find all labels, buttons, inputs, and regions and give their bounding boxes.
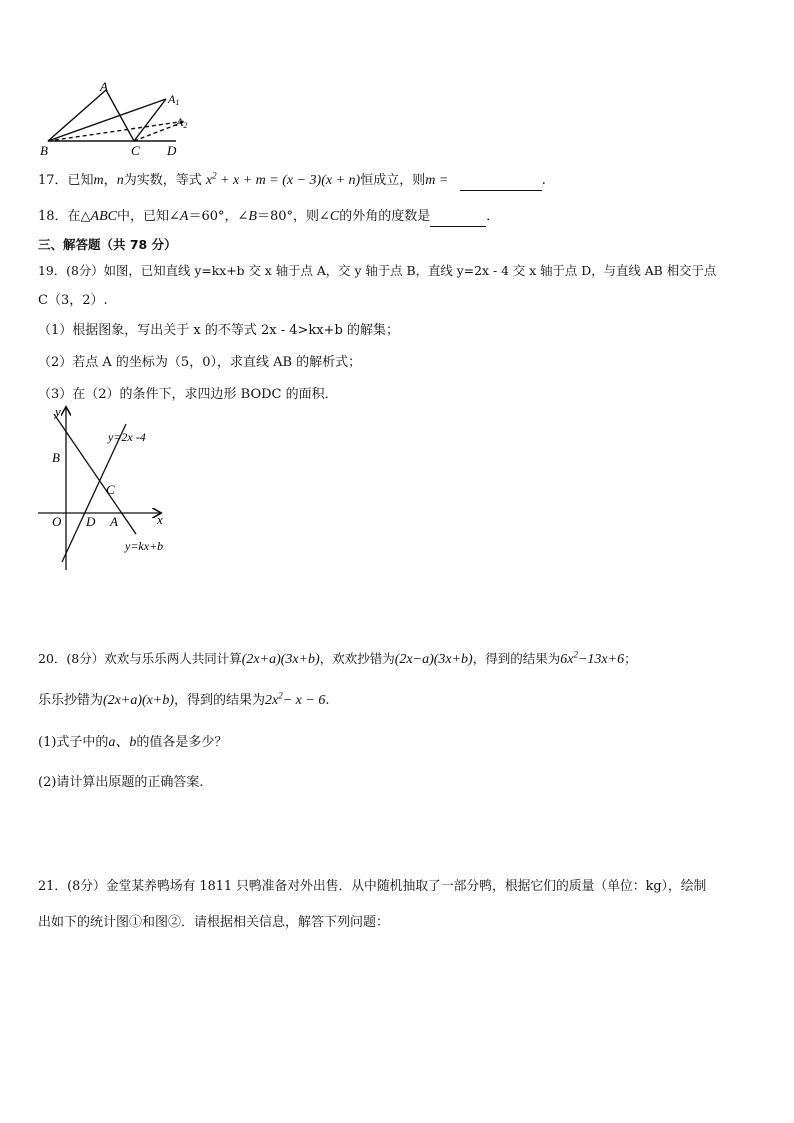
label-B: B	[52, 450, 60, 465]
line-label-2x-4: y=2x -4	[108, 430, 146, 444]
label-D: D	[86, 514, 96, 529]
question-19-part1: （1）根据图象，写出关于 x 的不等式 2x - 4>kx+b 的解集；	[38, 323, 399, 338]
q18-answer-blank[interactable]	[430, 208, 486, 227]
label-C: C	[131, 143, 140, 158]
coordinate-figure	[30, 402, 190, 574]
question-21-line1: 21．(8分）金堂某养鸭场有 1811 只鸭准备对外出售．从中随机抽取了一部分鸭，根据它们的质量（单位：kg），绘制	[38, 879, 707, 894]
section-heading: 三、解答题（共 78 分）	[38, 237, 177, 252]
q17-answer-blank[interactable]	[460, 172, 542, 191]
question-20-line2: 乐乐抄错为(2x+a)(x+b)，得到的结果为$2x^2- x - 6$.	[38, 690, 330, 708]
q17-equation: $x^2 + x + m = (x - 3)(x + n)$	[205, 170, 361, 188]
question-19-part2: （2）若点 A 的坐标为（5，0），求直线 AB 的解析式；	[38, 355, 362, 370]
axis-label-y: y	[55, 404, 61, 419]
triangle-figure	[36, 80, 206, 160]
label-C: C	[106, 482, 115, 497]
label-A1: A1	[168, 92, 180, 107]
label-A2: A2	[176, 115, 188, 130]
label-O: O	[52, 514, 62, 529]
line-label-kx-b: y=kx+b	[125, 539, 164, 553]
question-21-line2: 出如下的统计图①和图②．请根据相关信息，解答下列问题：	[38, 915, 390, 930]
label-B: B	[40, 143, 48, 158]
question-19-line2: C（3，2）.	[38, 293, 108, 308]
label-A: A	[100, 80, 108, 94]
question-20-line1: 20．(8分）欢欢与乐乐两人共同计算(2x+a)(3x+b)，欢欢抄错为(2x−a)(3x+b)，得到的结果为$6x^2-13x+6$；	[38, 649, 637, 667]
question-20-part2: (2)请计算出原题的正确答案.	[38, 775, 204, 790]
question-17: 17．已知m，n为实数，等式 $x^2 + x + m = (x - 3)(x + n)$恒成立，则m = .	[38, 172, 546, 191]
label-A: A	[110, 514, 118, 529]
axis-label-x: x	[157, 512, 163, 527]
question-18: 18．在△ABC中，已知∠A＝60°，∠B＝80°，则∠C的外角的度数是 ．	[38, 208, 499, 227]
label-D: D	[167, 143, 177, 158]
question-19-part3: （3）在（2）的条件下，求四边形 BODC 的面积．	[38, 387, 338, 402]
question-19-line1: 19．(8分）如图，已知直线 y=kx+b 交 x 轴于点 A，交 y 轴于点 B，直线 y=2x - 4 交 x 轴于点 D，与直线 AB 相交于点	[38, 263, 717, 278]
question-20-part1: (1)式子中的a、b的值各是多少？	[38, 735, 228, 750]
